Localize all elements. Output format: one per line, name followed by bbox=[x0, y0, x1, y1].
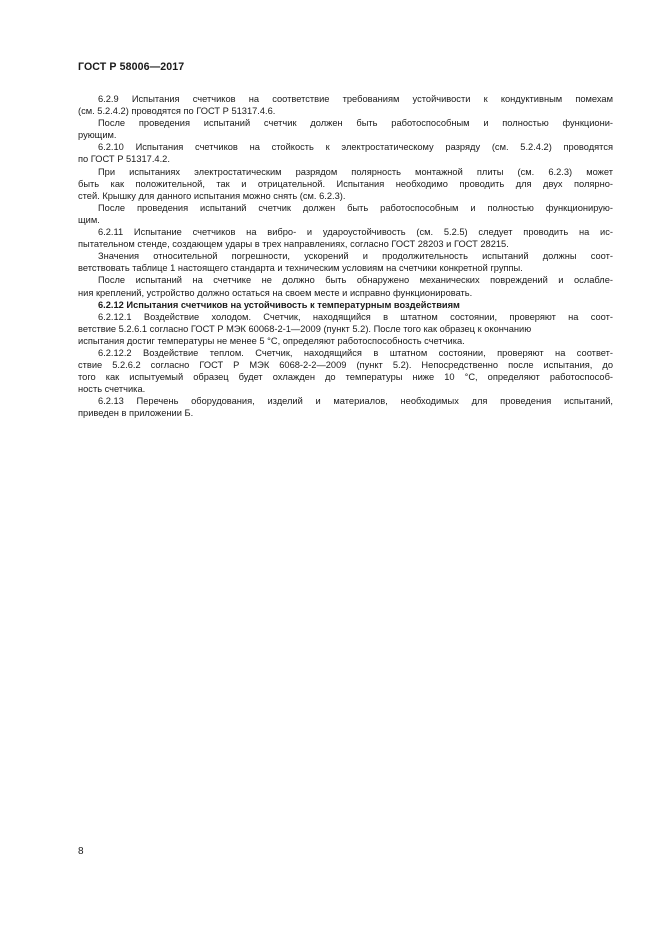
text-line: После испытаний на счетчике не должно быть обнаружено механических повреждений и ослабле- bbox=[98, 275, 613, 286]
text-line: 6.2.13 Перечень оборудования, изделий и материалов, необходимых для проведения испытаний, bbox=[98, 396, 613, 407]
text-line: 6.2.12.1 Воздействие холодом. Счетчик, находящийся в штатном состоянии, проверяют на соот- bbox=[98, 311, 613, 322]
text-line: ния креплений, устройство должно остаться на своем месте и исправно функционировать. bbox=[78, 287, 473, 298]
text-line: 6.2.12 Испытания счетчиков на устойчивость к температурным воздействиям bbox=[98, 299, 460, 310]
text-line: быть как положительной, так и отрицательной. Испытания необходимо проводить для двух полярно- bbox=[78, 178, 613, 189]
document-body bbox=[78, 93, 613, 420]
text-line: 6.2.9 Испытания счетчиков на соответствие требованиям устойчивости к кондуктивным помехам bbox=[98, 94, 613, 104]
text-line: 6.2.12.2 Воздействие теплом. Счетчик, находящийся в штатном состоянии, проверяют на соответ- bbox=[98, 347, 613, 358]
text-line: ветствовать таблице 1 настоящего стандарта и техническим условиям на счетчики конкретной группы. bbox=[78, 263, 523, 274]
page-number: 8 bbox=[78, 846, 84, 857]
text-line: 6.2.11 Испытание счетчиков на вибро- и удароустойчивость (см. 5.2.5) следует проводить на ис- bbox=[98, 227, 613, 238]
text-line: щим. bbox=[78, 214, 100, 225]
document-header: ГОСТ Р 58006—2017 bbox=[78, 61, 185, 73]
text-line: приведен в приложении Б. bbox=[78, 408, 194, 419]
text-line: рующим. bbox=[78, 130, 117, 141]
text-line: ветствие 5.2.6.1 согласно ГОСТ Р МЭК 60068-2-1—2009 (пункт 5.2). После того как образец к окончанию bbox=[78, 323, 532, 334]
text-line: При испытаниях электростатическим разрядом полярность монтажной плиты (см. 6.2.3) может bbox=[98, 166, 613, 177]
text-line: После проведения испытаний счетчик должен быть работоспособным и полностью функционирую- bbox=[98, 202, 613, 213]
text-line: испытания достиг температуры не менее 5 °С, определяют работоспособность счетчика. bbox=[78, 335, 465, 346]
text-line: того как испытуемый образец будет охлажден до температуры ниже 10 °С, определяют работоспособ- bbox=[78, 372, 613, 383]
text-line: ность счетчика. bbox=[78, 384, 146, 395]
text-line: по ГОСТ Р 51317.4.2. bbox=[78, 154, 170, 165]
text-line: (см. 5.2.4.2) проводятся по ГОСТ Р 51317.4.6. bbox=[78, 106, 276, 117]
text-line: Значения относительной погрешности, ускорений и продолжительность испытаний должны соот- bbox=[98, 251, 613, 262]
text-line: стей. Крышку для данного испытания можно снять (см. 6.2.3). bbox=[78, 190, 346, 201]
text-line: ствие 5.2.6.2 согласно ГОСТ Р МЭК 6068-2-2—2009 (пункт 5.2). Непосредственно после испытания, до bbox=[78, 360, 613, 371]
text-line: пытательном стенде, создающем удары в трех направлениях, согласно ГОСТ 28203 и ГОСТ 28215. bbox=[78, 239, 509, 250]
text-line: 6.2.10 Испытания счетчиков на стойкость к электростатическому разряду (см. 5.2.4.2) проводятся bbox=[98, 142, 613, 153]
text-line: После проведения испытаний счетчик должен быть работоспособным и полностью функциони- bbox=[98, 118, 613, 129]
